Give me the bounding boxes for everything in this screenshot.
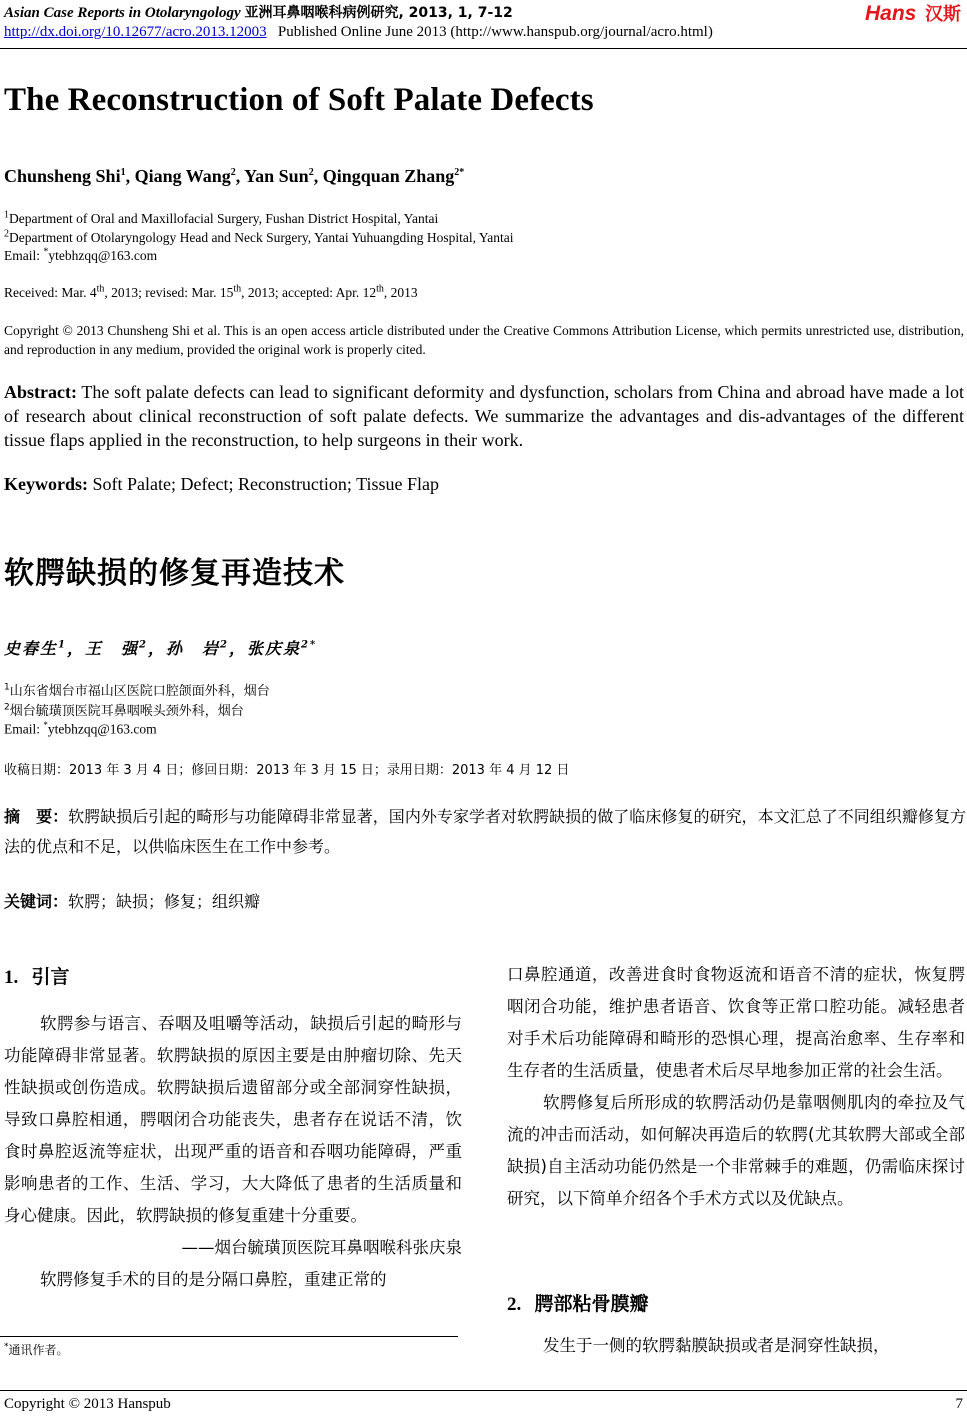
journal-name-cn: 亚洲耳鼻咽喉科病例研究, 2013, 1, 7-12 [244, 5, 513, 21]
affiliation-1-en: $^1$Department of Oral and Maxillofacial Surgery, Fushan District Hospital, Yantai [4, 209, 439, 226]
section-1-para-1: 软腭参与语言、吞咽及咀嚼等活动，缺损后引起的畸形与功能障碍非常显著。软腭缺损的原因主要是由肿瘤切除、先天性缺损或创伤造成。软腭缺损后遗留部分或全部洞穿性缺损，导致口鼻腔相通，腭咽闭合功能丧失，患者存在说话不清，饮食时鼻腔返流等症状，出现严重的语音和吞咽功能障碍，严重影响患者的工作、生活、学习，大大降低了患者的生活质量和身心健康。因此，软腭缺损的修复重建十分重要。 [4, 1014, 462, 1225]
keywords-cn: 关键词：软腭；缺损；修复；组织瓣 [4, 892, 261, 911]
keywords-en: Keywords: Soft Palate; Defect; Reconstruction; Tissue Flap [4, 474, 439, 494]
section-1-para-2: 软腭修复手术的目的是分隔口鼻腔，重建正常的 [40, 1270, 387, 1289]
affiliation-2-cn: $^2$烟台毓璜顶医院耳鼻咽喉头颈外科，烟台 [4, 702, 244, 719]
doi-link[interactable]: http://dx.doi.org/10.12677/acro.2013.12003 [4, 24, 267, 40]
journal-name-en: Asian Case Reports in Otolaryngology [4, 5, 241, 21]
section-1-para-3: 软腭修复后所形成的软腭活动仍是靠咽侧肌肉的牵拉及气流的冲击而活动，如何解决再造后的软腭(尤其软腭大部或全部缺损)自主活动功能仍然是一个非常棘手的难题，仍需临床探讨研究，以下简单介绍各个手术方式以及优缺点。 [507, 1093, 965, 1208]
section-2-body [507, 1330, 965, 1362]
logo-text-cn: 汉斯 [925, 4, 961, 24]
right-column [507, 959, 965, 1215]
received-dates-en: Received: Mar. 4th, 2013; revised: Mar. 15th, 2013; accepted: Apr. 12th, 2013 [4, 283, 418, 300]
paper-title-cn: 软腭缺损的修复再造技术 [4, 556, 345, 591]
section-1-heading: 1. 引言 [4, 966, 70, 988]
affiliation-2-en: $^2$Department of Otolaryngology Head and Neck Surgery, Yantai Yuhuangding Hospital, Yantai [4, 228, 514, 245]
page-number: 7 [955, 1396, 963, 1412]
footer-rule [0, 1390, 967, 1391]
abstract-cn: 摘 要：软腭缺损后引起的畸形与功能障碍非常显著，国内外专家学者对软腭缺损的做了临床修复的研究，本文汇总了不同组织瓣修复方法的优点和不足，以供临床医生在工作中参考。 [4, 807, 966, 856]
paper-title-en: The Reconstruction of Soft Palate Defects [4, 82, 594, 118]
section-2-heading: 2. 腭部粘骨膜瓣 [507, 1293, 649, 1315]
authors-en: Chunsheng Shi$^1$, Qiang Wang$^2$, Yan Sun$^2$, Qingquan Zhang$^{2*}$ [4, 166, 465, 186]
header-rule [0, 48, 967, 49]
published-online: Published Online June 2013 (http://www.hanspub.org/journal/acro.html) [277, 24, 713, 40]
affiliation-1-cn: $^1$山东省烟台市福山区医院口腔颌面外科，烟台 [4, 682, 270, 699]
hanspub-logo [865, 0, 963, 24]
abstract-en: Abstract: The soft palate defects can lead to significant deformity and dysfunction, scholars from China and abroad have made a lot of research about clinical reconstruction of soft palate defects. We summarize the advantages and dis-advantages of the different tissue flaps applied in the reconstruction, to help surgeons in their work. [4, 382, 964, 450]
left-column [4, 1008, 462, 1296]
section-1-signature: ——烟台毓璜顶医院耳鼻咽喉科张庆泉 [181, 1238, 462, 1257]
copyright-notice: Copyright © 2013 Chunsheng Shi et al. This is an open access article distributed under the Creative Commons Attribution License, which permits unrestricted use, distribution, and reproduction in any medium, provided the original work is properly cited. [4, 323, 964, 357]
doi-line [4, 24, 713, 41]
journal-header [4, 2, 513, 22]
section-1-para-2-cont: 口鼻腔通道，改善进食时食物返流和语音不清的症状，恢复腭咽闭合功能，维护患者语音、饮食等正常口腔功能。减轻患者对手术后功能障碍和畸形的恐惧心理，提高治愈率、生存率和生存者的生活质量，使患者术后尽早地参加正常的社会生活。 [507, 965, 965, 1080]
footnote-rule [0, 1336, 458, 1337]
logo-text-en: Hans [865, 2, 917, 24]
authors-cn: 史春生$^1$，王 强$^2$，孙 岩$^2$，张庆泉$^{2*}$ [4, 639, 318, 658]
email-cn: Email: *ytebhzqq@163.com [4, 720, 157, 737]
received-dates-cn: 收稿日期：2013 年 3 月 4 日；修回日期：2013 年 3 月 15 日；录用日期：2013 年 4 月 12 日 [4, 763, 570, 778]
email-en: Email: *ytebhzqq@163.com [4, 246, 158, 263]
footer-copyright: Copyright © 2013 Hanspub [4, 1396, 171, 1412]
footnote: *通讯作者。 [4, 1342, 69, 1357]
section-2-para-1: 发生于一侧的软腭黏膜缺损或者是洞穿性缺损， [543, 1336, 890, 1355]
